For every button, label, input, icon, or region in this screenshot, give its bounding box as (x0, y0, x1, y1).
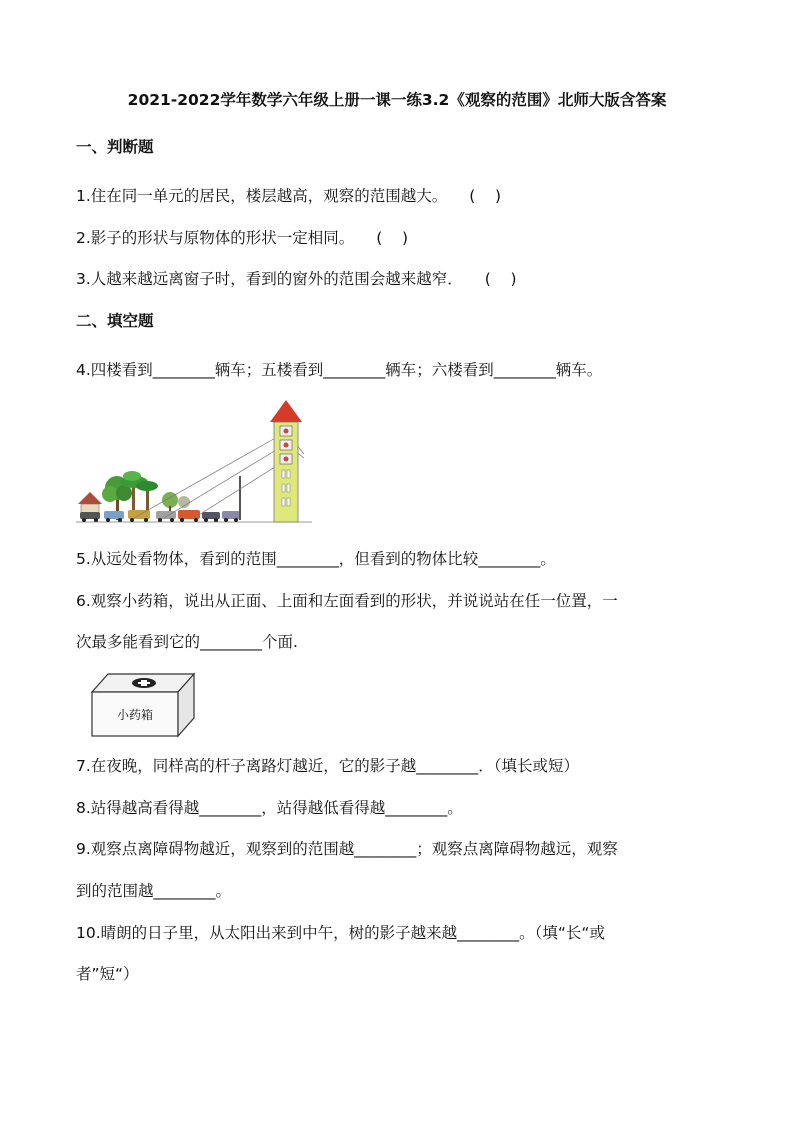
medicine-box-illustration (90, 670, 196, 740)
question-2-text: 2.影子的形状与原物体的形状一定相同。 (76, 229, 355, 247)
car-icon (80, 510, 240, 519)
section-fill: 二、填空题 (76, 312, 154, 330)
question-10-line-2: 者”短“） (76, 965, 139, 983)
question-3 (76, 268, 517, 290)
question-4: 4.四楼看到________辆车；五楼看到________辆车；六楼看到________辆车。 (76, 361, 603, 379)
question-1-text: 1.住在同一单元的居民，楼层越高，观察的范围越大。 (76, 187, 448, 205)
question-3-text: 3.人越来越远离窗子时，看到的窗外的范围会越来越窄． (76, 270, 463, 288)
question-1 (76, 185, 501, 207)
page-title: 2021-2022学年数学六年级上册一课一练3.2《观察的范围》北师大版含答案 (127, 91, 667, 109)
question-5: 5.从远处看物体，看到的范围________，但看到的物体比较________。 (76, 550, 556, 568)
question-6-line-1: 6.观察小药箱，说出从正面、上面和左面看到的形状，并说说站在任一位置，一 (76, 592, 618, 610)
section-judge: 一、判断题 (76, 138, 154, 156)
street-tower-illustration (74, 396, 314, 526)
question-8: 8.站得越高看得越________，站得越低看得越________。 (76, 799, 463, 817)
question-10-line-1: 10.晴朗的日子里，从太阳出来到中午，树的影子越来越________。（填“长“或 (76, 924, 605, 942)
answer-paren: ( ) (376, 229, 409, 247)
question-9-line-1: 9.观察点离障碍物越近，观察到的范围越________；观察点离障碍物越远，观察 (76, 840, 618, 858)
medicine-box-label: 小药箱 (116, 708, 154, 722)
question-6-line-2: 次最多能看到它的________个面. (76, 633, 298, 651)
cross-icon (132, 678, 156, 688)
tower-building (270, 400, 302, 522)
question-2 (76, 227, 408, 249)
question-7: 7.在夜晚，同样高的杆子离路灯越近，它的影子越________．（填长或短） (76, 757, 580, 775)
answer-paren: ( ) (469, 187, 502, 205)
question-9-line-2: 到的范围越________。 (76, 882, 232, 900)
answer-paren: ( ) (484, 270, 517, 288)
